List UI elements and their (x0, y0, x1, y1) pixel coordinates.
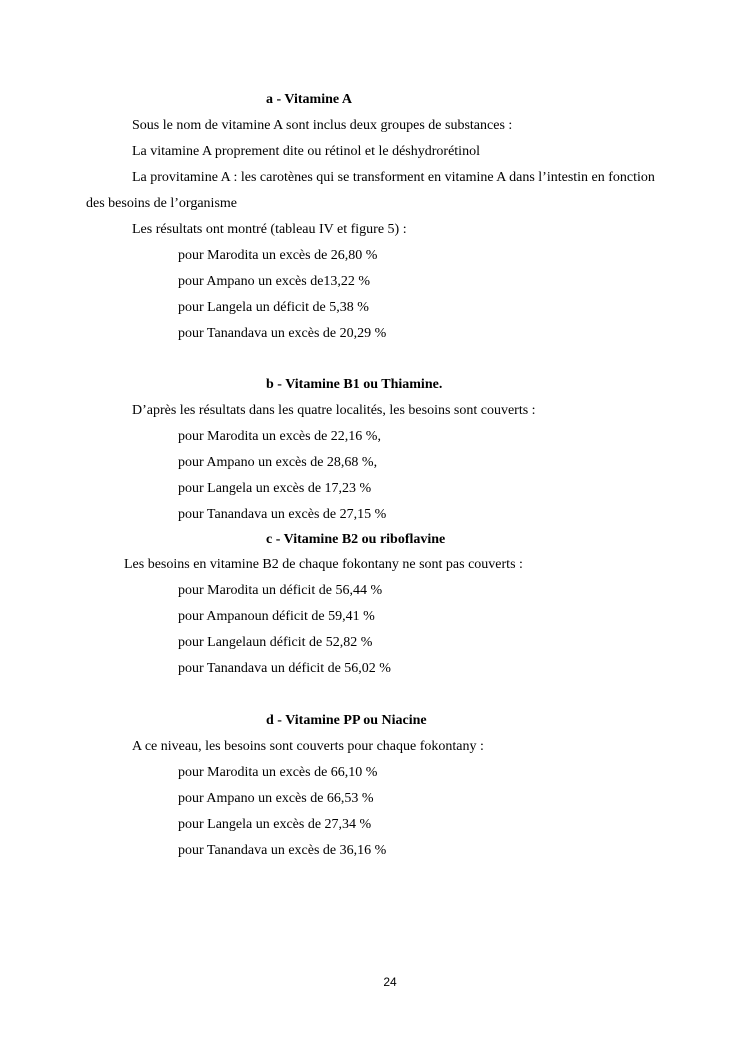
list-item: pour Ampanoun déficit de 59,41 % (178, 609, 375, 624)
list-item: pour Tanandava un excès de 27,15 % (178, 507, 387, 522)
list-item: pour Langela un excès de 27,34 % (178, 817, 372, 832)
heading-vitamine-a: a - Vitamine A (266, 92, 352, 107)
paragraph-intro-c: Les besoins en vitamine B2 de chaque fokontany ne sont pas couverts : (124, 557, 523, 572)
paragraph-results-intro: Les résultats ont montré (tableau IV et figure 5) : (132, 222, 407, 237)
paragraph-intro-b: D’après les résultats dans les quatre localités, les besoins sont couverts : (132, 403, 536, 418)
list-item: pour Ampano un excès de 28,68 %, (178, 455, 378, 470)
list-item: pour Langelaun déficit de 52,82 % (178, 635, 373, 650)
page-number: 24 (383, 975, 397, 989)
paragraph-provitamine: La provitamine A : les carotènes qui se transforment en vitamine A dans l’intestin en fonction (132, 170, 655, 185)
list-item: pour Tanandava un excès de 36,16 % (178, 843, 387, 858)
list-item: pour Marodita un excès de 66,10 % (178, 765, 378, 780)
heading-vitamine-b2: c - Vitamine B2 ou riboflavine (266, 532, 446, 547)
list-item: pour Marodita un excès de 26,80 % (178, 248, 378, 263)
list-item: pour Tanandava un déficit de 56,02 % (178, 661, 391, 676)
paragraph-provitamine-cont: des besoins de l’organisme (86, 196, 237, 211)
paragraph-retinol: La vitamine A proprement dite ou rétinol et le déshydrorétinol (132, 144, 480, 159)
list-item: pour Tanandava un excès de 20,29 % (178, 326, 387, 341)
list-item: pour Langela un déficit de 5,38 % (178, 300, 369, 315)
heading-vitamine-pp: d - Vitamine PP ou Niacine (266, 713, 427, 728)
list-item: pour Langela un excès de 17,23 % (178, 481, 372, 496)
list-item: pour Ampano un excès de13,22 % (178, 274, 371, 289)
list-item: pour Marodita un déficit de 56,44 % (178, 583, 383, 598)
paragraph-intro-a: Sous le nom de vitamine A sont inclus deux groupes de substances : (132, 118, 513, 133)
heading-vitamine-b1: b - Vitamine B1 ou Thiamine. (266, 377, 443, 392)
list-item: pour Marodita un excès de 22,16 %, (178, 429, 381, 444)
list-item: pour Ampano un excès de 66,53 % (178, 791, 374, 806)
paragraph-intro-d: A ce niveau, les besoins sont couverts pour chaque fokontany : (132, 739, 484, 754)
